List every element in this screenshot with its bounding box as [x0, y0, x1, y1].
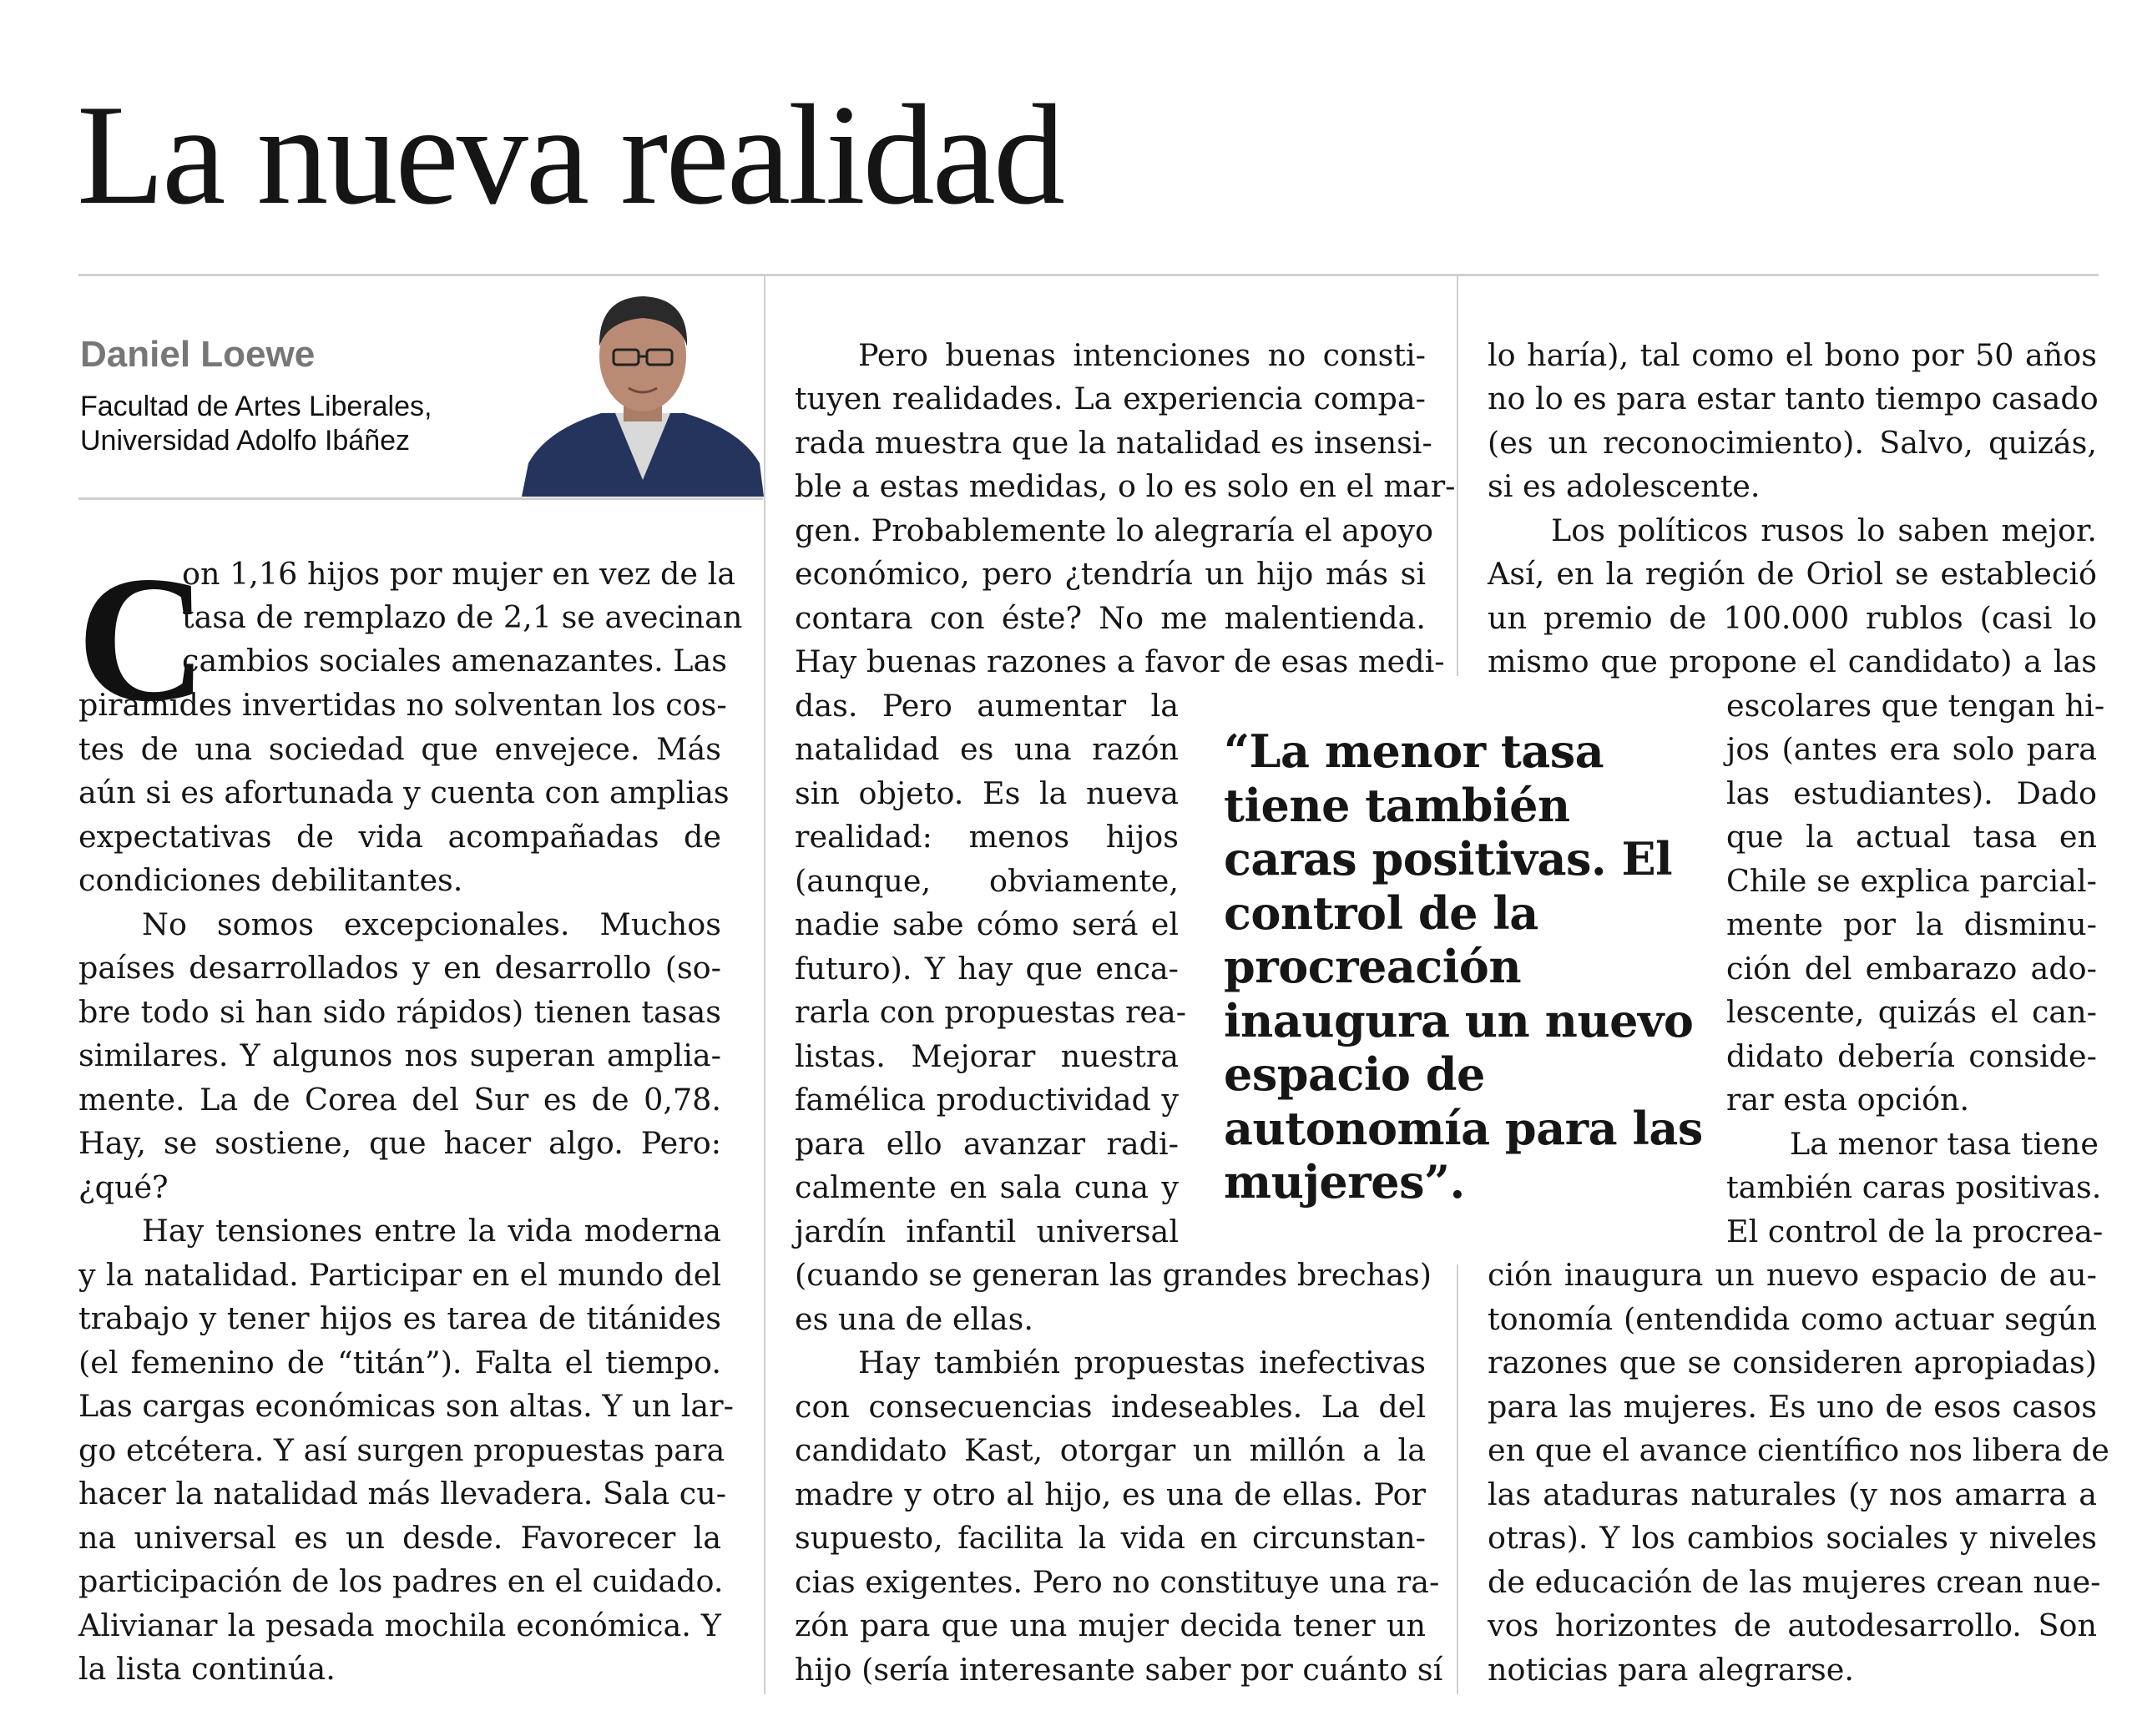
- headline: La nueva realidad: [77, 76, 1063, 235]
- col3-line: rar esta opción.: [1726, 1082, 1970, 1118]
- col1-line: tes de una sociedad que envejece. Más: [78, 731, 721, 767]
- col2-line: gen. Probablemente lo alegraría el apoyo: [795, 512, 1433, 548]
- col2-line: zón para que una mujer decida tener un: [795, 1607, 1426, 1643]
- col3-line: ción inaugura un nuevo espacio de au-: [1488, 1257, 2097, 1293]
- col3-line: otras). Y los cambios sociales y niveles: [1488, 1520, 2097, 1556]
- top-rule: [78, 274, 2099, 276]
- col3-line: no lo es para estar tanto tiempo casado: [1488, 381, 2099, 416]
- col3-line: escolares que tengan hi-: [1726, 688, 2105, 724]
- col2-line: contara con éste? No me malentienda.: [795, 600, 1426, 636]
- col2-line: nadie sabe cómo será el: [795, 906, 1179, 942]
- col1-line: mente. La de Corea del Sur es de 0,78.: [78, 1082, 721, 1118]
- col2-line: famélica productividad y: [795, 1082, 1179, 1118]
- col2-line: supuesto, facilita la vida en circunstan-: [795, 1520, 1426, 1556]
- column-divider-2: [1457, 275, 1458, 676]
- column-divider-3: [1457, 1264, 1458, 1694]
- pull-quote-line: autonomía para las: [1224, 1101, 1703, 1155]
- byline-rule: [78, 497, 763, 500]
- col3-line: El control de la procrea-: [1726, 1214, 2104, 1249]
- author-name: Daniel Loewe: [80, 334, 316, 375]
- col2-line: cias exigentes. Pero no constituye una ra-: [795, 1564, 1440, 1600]
- col1-line: expectativas de vida acompañadas de: [78, 819, 721, 855]
- col3-line: Los políticos rusos lo saben mejor.: [1551, 512, 2097, 548]
- column-divider-1: [764, 275, 765, 1694]
- col1-line: condiciones debilitantes.: [78, 862, 463, 898]
- pull-quote-line: espacio de: [1224, 1047, 1485, 1101]
- col3-line: de educación de las mujeres crean nue-: [1488, 1564, 2101, 1600]
- col1-line: Hay tensiones entre la vida moderna: [142, 1213, 721, 1249]
- col1-line: bre todo si han sido rápidos) tienen tasas: [78, 994, 721, 1030]
- col2-line: listas. Mejorar nuestra: [795, 1038, 1179, 1074]
- col3-line: un premio de 100.000 rublos (casi lo: [1488, 600, 2097, 636]
- col2-line: natalidad es una razón: [795, 731, 1179, 767]
- col3-line: noticias para alegrarse.: [1488, 1652, 1854, 1688]
- col3-line: las ataduras naturales (y nos amarra a: [1488, 1476, 2097, 1512]
- col2-line: económico, pero ¿tendría un hijo más si: [795, 556, 1426, 592]
- col1-line: Hay, se sostiene, que hacer algo. Pero:: [78, 1125, 721, 1161]
- col2-line: es una de ellas.: [795, 1301, 1033, 1337]
- col1-line: y la natalidad. Participar en el mundo del: [78, 1257, 721, 1293]
- col1-line: na universal es un desde. Favorecer la: [78, 1520, 721, 1556]
- col3-line: tonomía (entendida como actuar según: [1488, 1301, 2097, 1337]
- col3-line: para las mujeres. Es uno de esos casos: [1488, 1389, 2097, 1425]
- col1-line: cambios sociales amenazantes. Las: [182, 643, 728, 679]
- col2-line: futuro). Y hay que enca-: [795, 951, 1179, 987]
- col3-line: (es un reconocimiento). Salvo, quizás,: [1488, 425, 2097, 461]
- col3-line: también caras positivas.: [1726, 1169, 2102, 1205]
- pull-quote-line: inaugura un nuevo: [1224, 993, 1694, 1047]
- col3-line: lescente, quizás el can-: [1726, 994, 2097, 1030]
- author-affiliation-line-2: Universidad Adolfo Ibáñez: [80, 425, 411, 457]
- col3-line: ción del embarazo ado-: [1726, 951, 2097, 987]
- col3-line: si es adolescente.: [1488, 468, 1761, 504]
- col3-line: que la actual tasa en: [1726, 819, 2097, 855]
- col2-line: (cuando se generan las grandes brechas): [795, 1257, 1432, 1293]
- col3-line: lo haría), tal como el bono por 50 años: [1488, 337, 2097, 373]
- col2-line: madre y otro al hijo, es una de ellas. Por: [795, 1476, 1426, 1512]
- col1-line: hacer la natalidad más llevadera. Sala cu-: [78, 1476, 727, 1511]
- col3-line: razones que se consideren apropiadas): [1488, 1345, 2097, 1380]
- col3-line: vos horizontes de autodesarrollo. Son: [1488, 1607, 2097, 1643]
- col3-line: mente por la disminu-: [1726, 906, 2097, 942]
- col2-line: sin objeto. Es la nueva: [795, 775, 1179, 811]
- col1-line: No somos excepcionales. Muchos: [142, 906, 721, 942]
- pull-quote-line: control de la: [1224, 886, 1538, 940]
- col1-line: Las cargas económicas son altas. Y un lar-: [78, 1388, 734, 1424]
- pull-quote-line: procreación: [1224, 940, 1522, 993]
- drop-cap: C: [77, 539, 207, 739]
- col1-line: participación de los padres en el cuidado.: [78, 1563, 724, 1599]
- author-photo: [522, 288, 764, 497]
- col1-line: (el femenino de “titán”). Falta el tiempo.: [78, 1345, 721, 1380]
- author-affiliation-line-1: Facultad de Artes Liberales,: [80, 391, 432, 422]
- col3-line: en que el avance científico nos libera de: [1488, 1432, 2109, 1468]
- pull-quote-line: “La menor tasa: [1224, 724, 1604, 778]
- col1-line: ¿qué?: [78, 1169, 169, 1205]
- col2-line: Hay buenas razones a favor de esas medi-: [795, 643, 1445, 679]
- col1-line: Alivianar la pesada mochila económica. Y: [78, 1607, 721, 1643]
- col2-line: rarla con propuestas rea-: [795, 994, 1187, 1030]
- col2-line: Pero buenas intenciones no consti-: [858, 337, 1426, 373]
- col2-line: para ello avanzar radi-: [795, 1126, 1179, 1162]
- col1-line: pirámides invertidas no solventan los cos-: [78, 687, 727, 723]
- col2-line: candidato Kast, otorgar un millón a la: [795, 1432, 1426, 1468]
- col1-line: países desarrollados y en desarrollo (so-: [78, 950, 721, 986]
- col2-line: tuyen realidades. La experiencia compa-: [795, 381, 1426, 416]
- col2-line: con consecuencias indeseables. La del: [795, 1389, 1426, 1425]
- author-portrait-icon: [522, 296, 764, 497]
- pull-quote-line: tiene también: [1224, 778, 1570, 832]
- col2-line: calmente en sala cuna y: [795, 1169, 1179, 1205]
- col3-line: Así, en la región de Oriol se estableció: [1488, 556, 2097, 592]
- pull-quote: [1224, 724, 1703, 1209]
- col1-line: tasa de remplazo de 2,1 se avecinan: [182, 599, 743, 635]
- col1-line: on 1,16 hijos por mujer en vez de la: [182, 556, 736, 592]
- col1-line: go etcétera. Y así surgen propuestas para: [78, 1432, 725, 1468]
- col2-line: rada muestra que la natalidad es insensi-: [795, 425, 1432, 461]
- col3-line: Chile se explica parcial-: [1726, 863, 2097, 899]
- col3-line: La menor tasa tiene: [1790, 1126, 2099, 1162]
- col1-line: trabajo y tener hijos es tarea de titánides: [78, 1300, 721, 1336]
- col3-line: mismo que propone el candidato) a las: [1488, 643, 2097, 679]
- col2-line: Hay también propuestas inefectivas: [858, 1345, 1426, 1380]
- col2-line: ble a estas medidas, o lo es solo en el mar-: [795, 468, 1456, 504]
- col2-line: das. Pero aumentar la: [795, 688, 1179, 724]
- col2-line: jardín infantil universal: [795, 1214, 1179, 1249]
- col2-line: (aunque, obviamente,: [795, 863, 1179, 899]
- col3-line: jos (antes era solo para: [1726, 731, 2097, 767]
- col2-line: hijo (sería interesante saber por cuánto sí: [795, 1652, 1443, 1688]
- col1-line: la lista continúa.: [78, 1651, 336, 1687]
- col1-line: similares. Y algunos nos superan amplia-: [78, 1037, 721, 1073]
- col1-line: aún si es afortunada y cuenta con amplias: [78, 775, 730, 810]
- pull-quote-line: caras positivas. El: [1224, 832, 1673, 886]
- col3-line: las estudiantes). Dado: [1726, 775, 2097, 811]
- pull-quote-line: mujeres”.: [1224, 1155, 1465, 1209]
- col2-line: realidad: menos hijos: [795, 819, 1179, 855]
- col3-line: didato debería conside-: [1726, 1038, 2097, 1074]
